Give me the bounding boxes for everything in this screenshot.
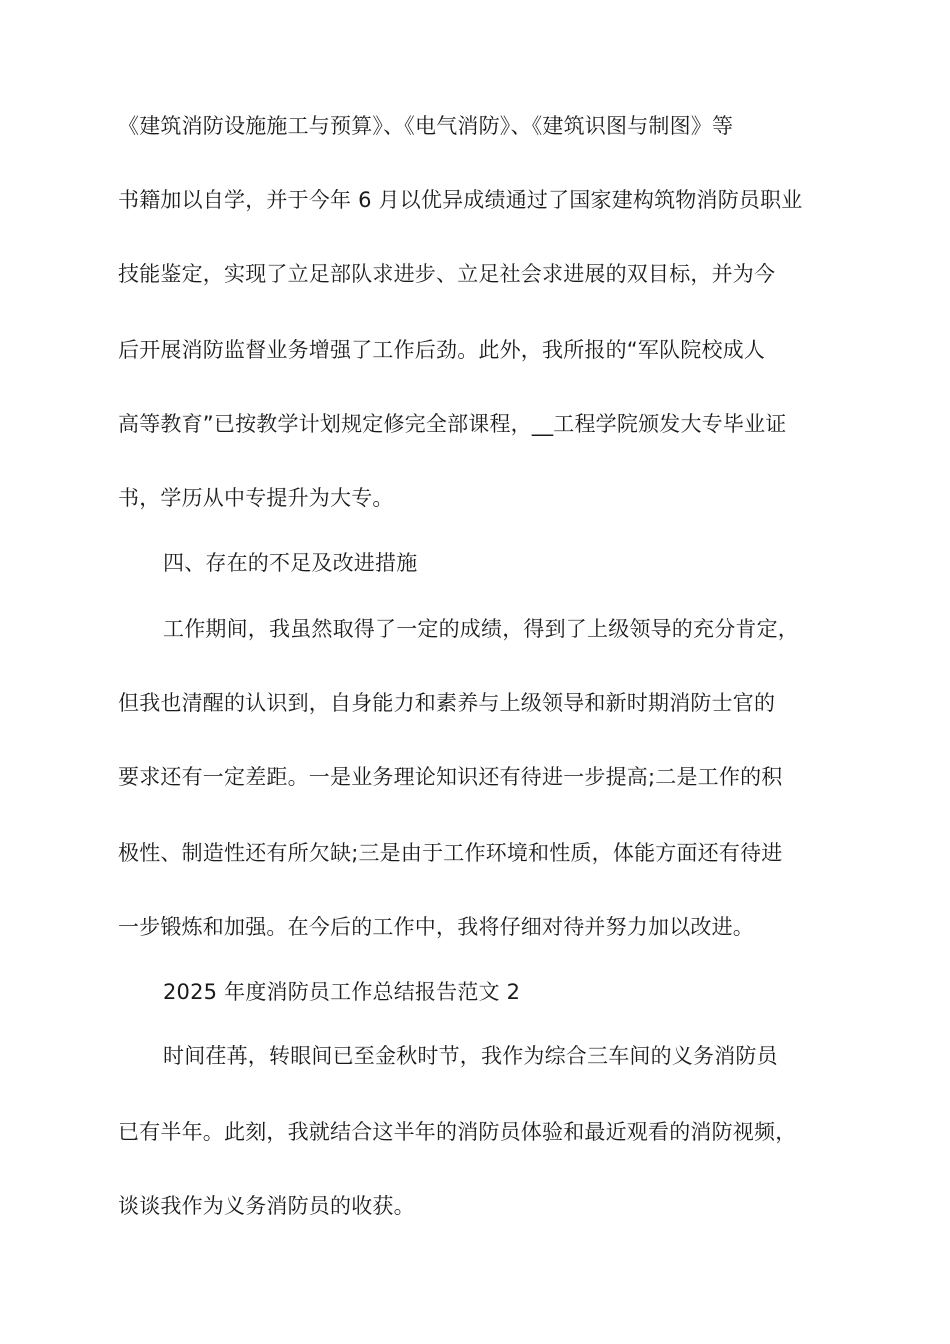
paragraph-line: 技能鉴定，实现了立足部队求进步、立足社会求进展的双目标，并为今 xyxy=(118,262,776,286)
section-heading: 四、存在的不足及改进措施 xyxy=(163,551,418,575)
paragraph-line: 《建筑消防设施施工与预算》、《电气消防》、《建筑识图与制图》等 xyxy=(118,114,734,138)
document-subtitle: 2025 年度消防员工作总结报告范文 2 xyxy=(163,980,521,1004)
paragraph-line: 但我也清醒的认识到，自身能力和素养与上级领导和新时期消防士官的 xyxy=(118,691,776,715)
paragraph-line: 已有半年。此刻，我就结合这半年的消防员体验和最近观看的消防视频， xyxy=(118,1120,797,1144)
paragraph-line: 后开展消防监督业务增强了工作后劲。此外，我所报的“军队院校成人 xyxy=(118,338,766,362)
paragraph-line: 谈谈我作为义务消防员的收获。 xyxy=(118,1194,415,1218)
paragraph-line: 一步锻炼和加强。在今后的工作中，我将仔细对待并努力加以改进。 xyxy=(118,915,754,939)
paragraph-line: 工作期间，我虽然取得了一定的成绩，得到了上级领导的充分肯定， xyxy=(163,617,799,641)
paragraph-line: 极性、制造性还有所欠缺;三是由于工作环境和性质，体能方面还有待进 xyxy=(118,841,783,865)
paragraph-line: 时间荏苒，转眼间已至金秋时节，我作为综合三车间的义务消防员 xyxy=(163,1044,778,1068)
paragraph-line: 书，学历从中专提升为大专。 xyxy=(118,486,394,510)
paragraph-line: 书籍加以自学，并于今年 6 月以优异成绩通过了国家建构筑物消防员职业 xyxy=(118,188,803,212)
paragraph-line: 高等教育”已按教学计划规定修完全部课程，__工程学院颁发大专毕业证 xyxy=(118,412,787,436)
paragraph-line: 要求还有一定差距。一是业务理论知识还有待进一步提高;二是工作的积 xyxy=(118,765,783,789)
